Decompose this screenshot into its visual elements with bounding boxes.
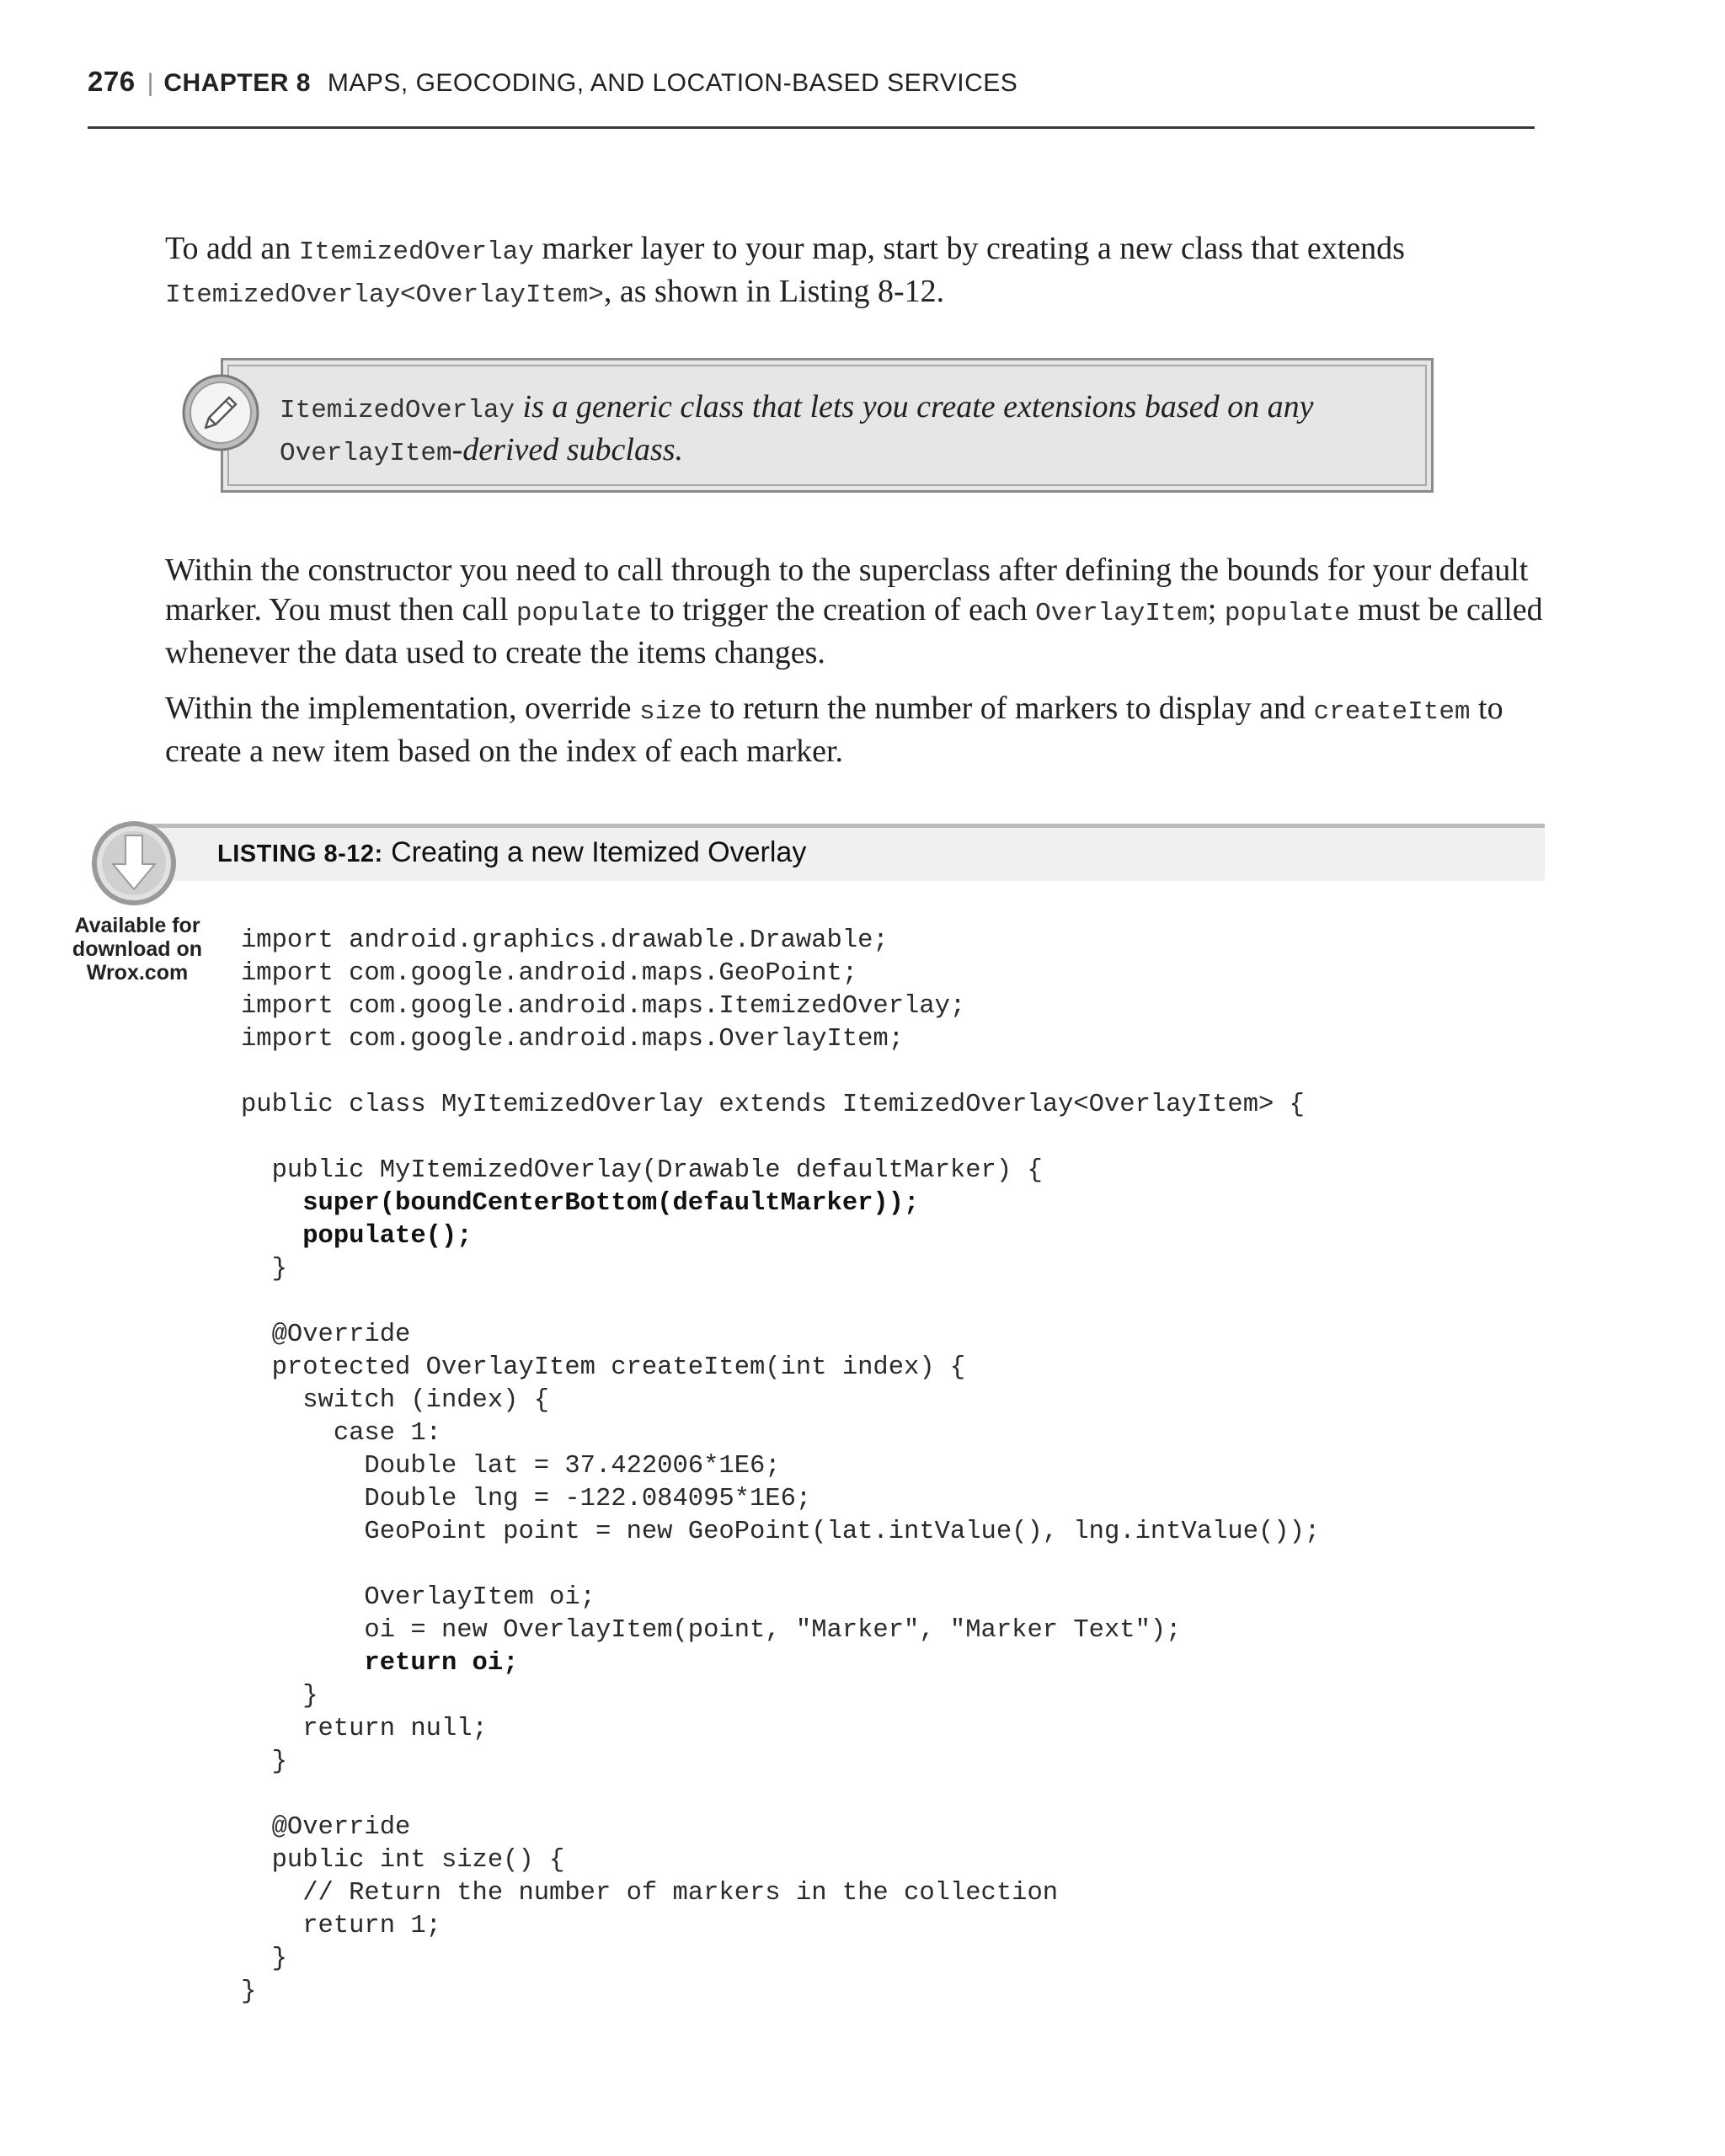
code-line: } [241, 1748, 287, 1776]
code-line: @Override [241, 1813, 411, 1842]
code-line: import com.google.android.maps.OverlayItem; [241, 1025, 905, 1054]
download-arrow-icon [89, 819, 179, 908]
text-run: must be called whenever the data used to create the items changes. [165, 592, 1543, 670]
code-line: switch (index) { [241, 1386, 550, 1415]
code-line: OverlayItem oi; [241, 1583, 595, 1612]
note-text [280, 387, 1400, 473]
listing-header-bar [133, 824, 1545, 881]
listing-caption [217, 836, 806, 869]
listing-title: Creating a new Itemized Overlay [382, 836, 807, 868]
code-line: } [241, 1682, 318, 1710]
text-run: marker layer to your map, start by creating a new class that extends [533, 231, 1405, 266]
code-line-bold: populate(); [241, 1222, 473, 1251]
inline-code: populate [1224, 599, 1350, 628]
code-line-bold: return oi; [241, 1649, 519, 1678]
code-line: public int size() { [241, 1846, 565, 1875]
listing-number: LISTING 8-12: [217, 841, 383, 867]
code-line: } [241, 1977, 257, 2006]
text-run: to return the number of markers to display and [702, 691, 1314, 726]
text-run: Within the constructor you need to call through to the superclass after defining the bounds for your default marker. You must then call [165, 552, 1529, 627]
code-line: public class MyItemizedOverlay extends ItemizedOverlay<OverlayItem> { [241, 1091, 1305, 1119]
intro-paragraph [165, 229, 1546, 315]
code-line: return null; [241, 1715, 488, 1743]
header-rule [88, 126, 1535, 129]
inline-code: OverlayItem [280, 439, 452, 468]
inline-code: ItemizedOverlay [280, 396, 515, 425]
code-line: @Override [241, 1321, 411, 1349]
code-line: return 1; [241, 1912, 441, 1940]
text-run: Within the implementation, override [165, 691, 640, 726]
constructor-paragraph [165, 551, 1546, 673]
code-line: // Return the number of markers in the collection [241, 1879, 1059, 1908]
text-run: to create a new item based on the index of each marker. [165, 691, 1503, 769]
code-line: case 1: [241, 1419, 441, 1448]
text-run: , as shown in Listing 8-12. [603, 274, 945, 309]
code-line: GeoPoint point = new GeoPoint(lat.intValue(), lng.intValue()); [241, 1518, 1321, 1546]
code-line: } [241, 1945, 287, 1973]
text-run: to trigger the creation of each [641, 592, 1036, 627]
download-note: Available for download on Wrox.com [72, 914, 203, 985]
inline-code: ItemizedOverlay [298, 237, 534, 267]
text-run: is a generic class that lets you create extensions based on any [515, 389, 1314, 424]
pencil-icon [180, 372, 261, 453]
chapter-label: CHAPTER 8 [163, 69, 311, 97]
code-listing [241, 925, 1320, 2009]
page-number: 276 [88, 66, 136, 97]
code-line: } [241, 1255, 287, 1283]
code-line: oi = new OverlayItem(point, "Marker", "Marker Text"); [241, 1616, 1182, 1645]
code-line: public MyItemizedOverlay(Drawable defaultMarker) { [241, 1156, 1043, 1185]
inline-code: populate [515, 599, 642, 628]
text-run: ; [1207, 592, 1225, 627]
inline-code: ItemizedOverlay<OverlayItem> [165, 280, 604, 310]
code-line: import android.graphics.drawable.Drawable; [241, 926, 889, 955]
code-line: Double lat = 37.422006*1E6; [241, 1452, 781, 1481]
inline-code: size [639, 697, 702, 727]
chapter-title: MAPS, GEOCODING, AND LOCATION-BASED SERVICES [327, 69, 1018, 97]
code-line-bold: super(boundCenterBottom(defaultMarker)); [241, 1189, 920, 1218]
header-separator: | [147, 69, 154, 97]
code-line: Double lng = -122.084095*1E6; [241, 1485, 812, 1513]
inline-code: createItem [1313, 697, 1471, 727]
running-header [88, 66, 1017, 106]
code-line: import com.google.android.maps.ItemizedOverlay; [241, 992, 966, 1021]
text-run: -derived subclass. [451, 432, 684, 467]
text-run: To add an [165, 231, 299, 266]
inline-code: OverlayItem [1035, 599, 1208, 628]
code-line: import com.google.android.maps.GeoPoint; [241, 959, 858, 988]
implementation-paragraph [165, 689, 1546, 771]
code-line: protected OverlayItem createItem(int index) { [241, 1353, 966, 1382]
